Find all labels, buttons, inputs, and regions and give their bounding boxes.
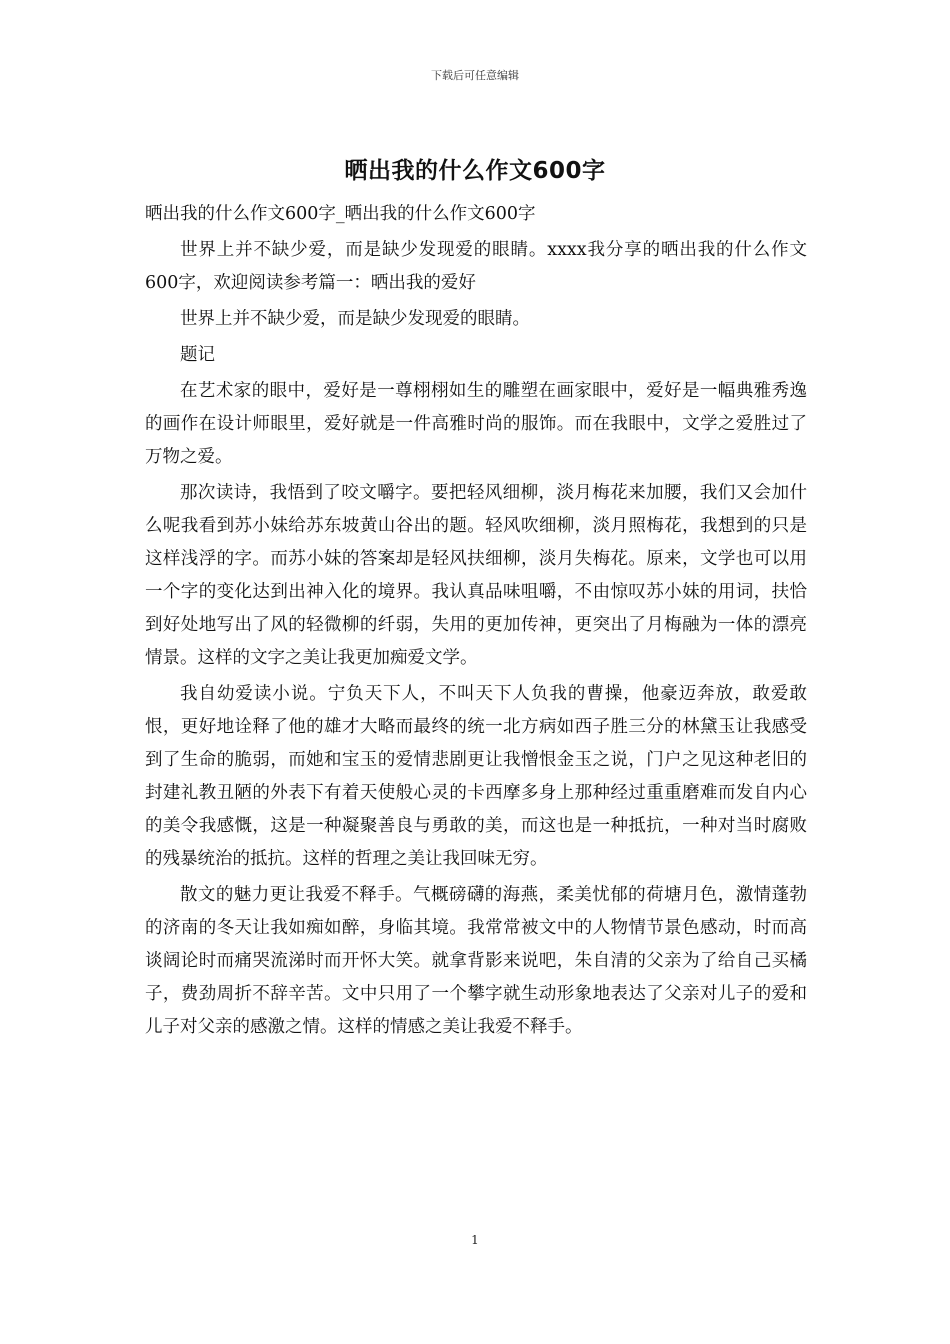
subtitle-line: 晒出我的什么作文600字_晒出我的什么作文600字 <box>145 204 536 224</box>
header-note: 下载后可任意编辑 <box>431 69 519 82</box>
paragraph: 在艺术家的眼中，爱好是一尊栩栩如生的雕塑在画家眼中，爱好是一幅典雅秀逸的画作在设计师眼里，爱好就是一件高雅时尚的服饰。而在我眼中，文学之爱胜过了万物之爱。 <box>145 381 807 467</box>
page-number: 1 <box>471 1233 479 1247</box>
document-body <box>145 198 807 1047</box>
paragraph: 我自幼爱读小说。宁负天下人，不叫天下人负我的曹操，他豪迈奔放，敢爱敢恨，更好地诠释了他的雄才大略而最终的统一北方病如西子胜三分的林黛玉让我感受到了生命的脆弱，而她和宝玉的爱情悲剧更让我憎恨金玉之说，门户之见这种老旧的封建礼教丑陋的外表下有着天使般心灵的卡西摩多身上那种经过重重磨难而发自内心的美令我感慨，这是一种凝聚善良与勇敢的美，而这也是一种抵抗，一种对当时腐败的残暴统治的抵抗。这样的哲理之美让我回味无穷。 <box>145 684 807 869</box>
paragraph: 那次读诗，我悟到了咬文嚼字。要把轻风细柳，淡月梅花来加腰，我们又会加什么呢我看到苏小妹给苏东坡黄山谷出的题。轻风吹细柳，淡月照梅花，我想到的只是这样浅浮的字。而苏小妹的答案却是轻风扶细柳，淡月失梅花。原来，文学也可以用一个字的变化达到出神入化的境界。我认真品味咀嚼，不由惊叹苏小妹的用词，扶恰到好处地写出了风的轻微柳的纤弱，失用的更加传神，更突出了月梅融为一体的漂亮情景。这样的文字之美让我更加痴爱文学。 <box>145 483 807 668</box>
paragraph: 世界上并不缺少爱，而是缺少发现爱的眼睛。 <box>180 309 530 329</box>
paragraph: 散文的魅力更让我爱不释手。气概磅礴的海燕，柔美忧郁的荷塘月色，激情蓬勃的济南的冬天让我如痴如醉，身临其境。我常常被文中的人物情节景色感动，时而高谈阔论时而痛哭流涕时而开怀大笑。就拿背影来说吧，朱自清的父亲为了给自己买橘子，费劲周折不辞辛苦。文中只用了一个攀字就生动形象地表达了父亲对儿子的爱和儿子对父亲的感激之情。这样的情感之美让我爱不释手。 <box>145 885 807 1037</box>
page-title: 晒出我的什么作文600字 <box>344 158 606 184</box>
paragraph: 题记 <box>180 345 215 365</box>
paragraph: 世界上并不缺少爱，而是缺少发现爱的眼睛。xxxx我分享的晒出我的什么作文600字，欢迎阅读参考篇一：晒出我的爱好 <box>145 240 807 293</box>
